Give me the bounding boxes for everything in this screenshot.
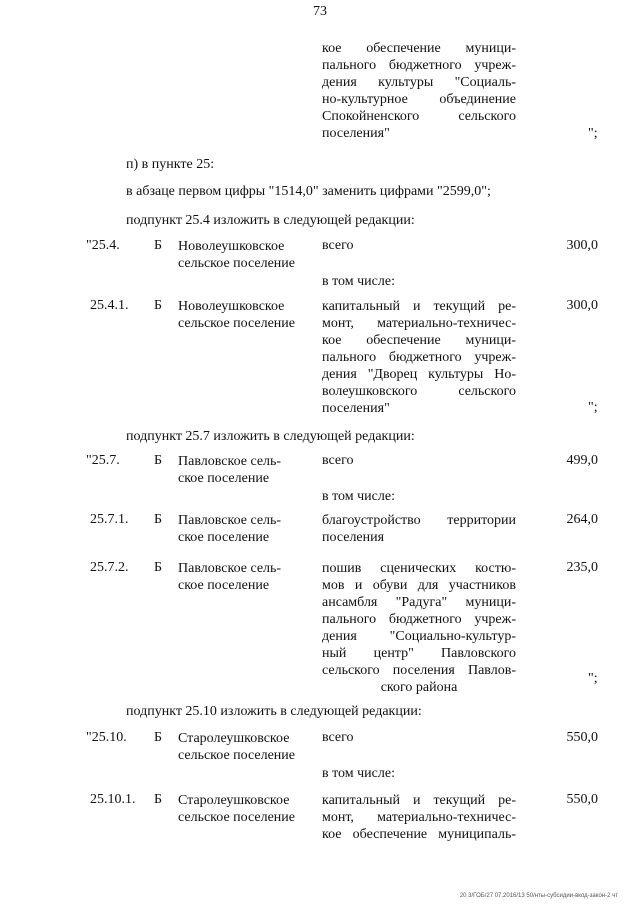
text-line: пального бюджетного учреж-: [322, 58, 516, 73]
text-line: сельского поселения Павлов-: [322, 663, 516, 678]
text-line: ского района: [380, 680, 458, 695]
text-line: но-культурное объединение: [322, 92, 516, 107]
section-heading: подпункт 25.7 изложить в следующей редакции:: [126, 429, 415, 444]
end-quote: ";: [588, 126, 598, 141]
row-category: Б: [154, 730, 163, 745]
text-line: пошив сценических костю-: [322, 561, 516, 576]
end-quote: ";: [588, 671, 598, 686]
text-line: капитальный и текущий ре-: [322, 793, 516, 808]
footer-filepath: 20 3/ГОБ/27 07.2016/13 50/нты-субсидии-вкод-закон-2 чт: [459, 893, 618, 899]
row-settlement: Павловское сель-ское поселение: [178, 513, 282, 545]
row-number: 25.4.1.: [90, 298, 129, 313]
text-line: благоустройство территории: [322, 513, 516, 528]
row-settlement: Новолеушковское сельское поселение: [178, 239, 295, 271]
text-line: капитальный и текущий ре-: [322, 299, 516, 314]
row-amount: 499,0: [566, 453, 598, 468]
row-category: Б: [154, 238, 163, 253]
row-number: "25.4.: [86, 238, 120, 253]
row-category: Б: [154, 298, 163, 313]
row-amount: 235,0: [566, 560, 598, 575]
row-settlement: Старолеушковское сельское поселение: [178, 731, 295, 763]
row-settlement: Павловское сель-ское поселение: [178, 454, 282, 486]
text-line: волеушковского сельского: [322, 384, 516, 399]
row-amount: 264,0: [566, 512, 598, 527]
paragraph-abzac: в абзаце первом цифры "1514,0" заменить цифрами "2599,0";: [126, 184, 491, 199]
row-category: Б: [154, 453, 163, 468]
section-heading: подпункт 25.4 изложить в следующей редакции:: [126, 213, 415, 228]
row-number: 25.10.1.: [90, 792, 136, 807]
text-line: кое обеспечение муниципаль-: [322, 827, 516, 842]
page-number: 73: [313, 4, 327, 19]
text-line: поселения": [322, 126, 390, 141]
row-number: "25.10.: [86, 730, 127, 745]
row-number: 25.7.1.: [90, 512, 129, 527]
text-line: дения "Дворец культуры Но-: [322, 367, 516, 382]
including-label: в том числе:: [322, 489, 395, 504]
row-category: Б: [154, 792, 163, 807]
text-line: пального бюджетного учреж-: [322, 612, 516, 627]
text-line: дения "Социально-культур-: [322, 629, 516, 644]
section-heading: подпункт 25.10 изложить в следующей редакции:: [126, 704, 422, 719]
row-description: всего: [322, 730, 354, 745]
row-description: [322, 792, 516, 843]
text-line: кое обеспечение муници-: [322, 41, 516, 56]
text-line: поселения: [322, 530, 385, 545]
text-line: ный центр" Павловского: [322, 646, 516, 661]
row-description: [322, 298, 516, 417]
row-description: всего: [322, 238, 354, 253]
text-line: монт, материально-техничес-: [322, 316, 516, 331]
text-line: мов и обуви для участников: [322, 578, 516, 593]
row-settlement: Павловское сель-ское поселение: [178, 561, 282, 593]
text-line: ансамбля "Радуга" муници-: [322, 595, 516, 610]
row-amount: 550,0: [566, 730, 598, 745]
end-quote: ";: [588, 400, 598, 415]
row-category: Б: [154, 560, 163, 575]
text-line: монт, материально-техничес-: [322, 810, 516, 825]
row-description: [322, 560, 516, 696]
text-line: Спокойненского сельского: [322, 109, 516, 124]
row-amount: 300,0: [566, 298, 598, 313]
top-continuation-text: [322, 40, 516, 142]
text-line: кое обеспечение муници-: [322, 333, 516, 348]
including-label: в том числе:: [322, 274, 395, 289]
row-amount: 550,0: [566, 792, 598, 807]
row-category: Б: [154, 512, 163, 527]
row-settlement: Новолеушковское сельское поселение: [178, 299, 295, 331]
row-number: 25.7.2.: [90, 560, 129, 575]
row-number: "25.7.: [86, 453, 120, 468]
paragraph-n: п) в пункте 25:: [126, 157, 215, 172]
text-line: пального бюджетного учреж-: [322, 350, 516, 365]
text-line: поселения": [322, 401, 390, 416]
row-description: [322, 512, 516, 546]
text-line: дения культуры "Социаль-: [322, 75, 516, 90]
row-amount: 300,0: [566, 238, 598, 253]
row-description: всего: [322, 453, 354, 468]
row-settlement: Старолеушковское сельское поселение: [178, 793, 295, 825]
including-label: в том числе:: [322, 766, 395, 781]
